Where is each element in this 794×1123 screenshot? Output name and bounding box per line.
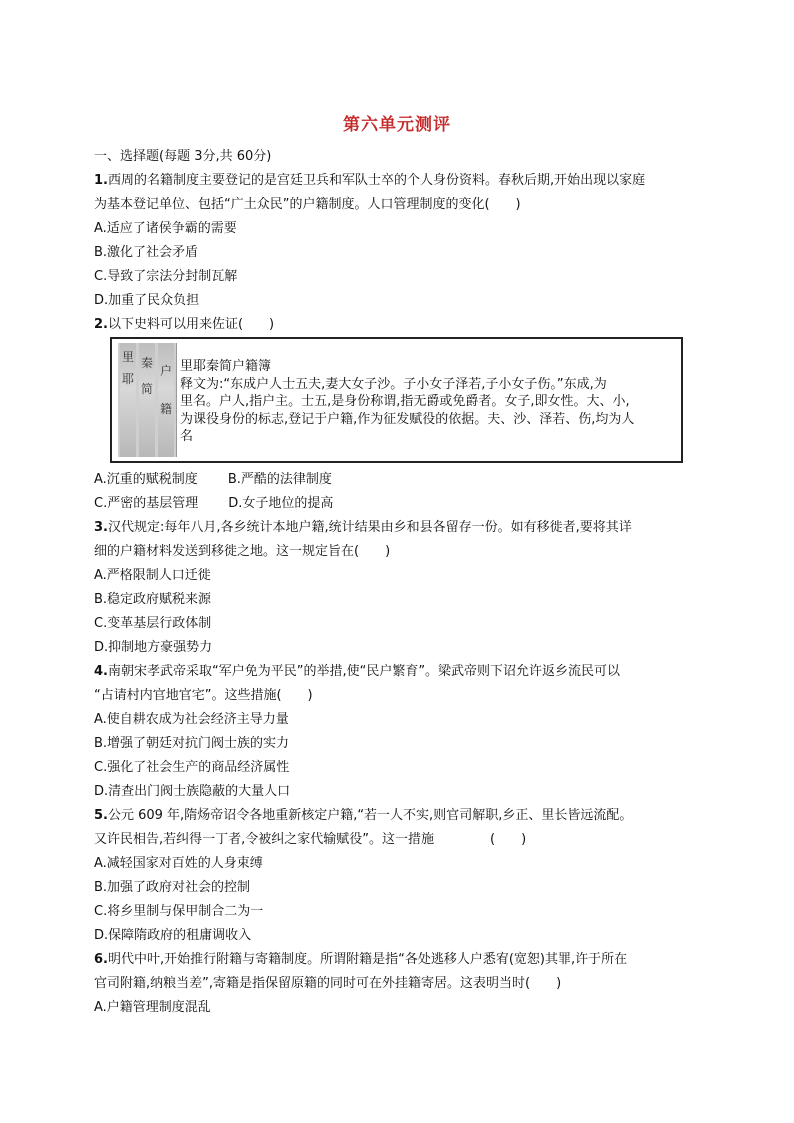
question-2-options-row-1 [94, 472, 332, 488]
question-4-line-1: 4.南朝宋孝武帝采取“军户免为平民”的举措,使“民户繁育”。梁武帝则下诏允许返乡流民可以 [94, 664, 621, 679]
question-3-line-2: 细的户籍材料发送到移徙之地。这一规定旨在( ) [94, 544, 391, 559]
question-3-option-a: A.严格限制人口迁徙 [94, 568, 211, 583]
question-2-line-1: 2.以下史料可以用来佐证( ) [94, 317, 275, 332]
source-heading: 里耶秦简户籍簿 [180, 359, 272, 374]
question-6-line-1: 6.明代中叶,开始推行附籍与寄籍制度。所谓附籍是指“各处逃移人户悉宥(宽恕)其罪,许于所在 [94, 952, 628, 967]
source-line: 名 [180, 429, 194, 444]
question-3-option-d: D.抑制地方豪强势力 [94, 640, 213, 655]
question-4-option-a: A.使自耕农成为社会经济主导力量 [94, 712, 289, 727]
question-1-option-d: D.加重了民众负担 [94, 293, 200, 308]
source-material-box [110, 337, 683, 463]
question-2-option-d: D.女子地位的提高 [228, 496, 334, 511]
bamboo-slip-image [118, 343, 177, 457]
question-5-option-a: A.减轻国家对百姓的人身束缚 [94, 856, 263, 871]
question-5-option-c: C.将乡里制与保甲制合二为一 [94, 904, 264, 919]
question-3-option-b: B.稳定政府赋税来源 [94, 592, 212, 607]
question-1-line-1: 1.西周的名籍制度主要登记的是宫廷卫兵和军队士卒的个人身份资料。春秋后期,开始出现以家庭 [94, 173, 646, 188]
section-heading: 一、选择题(每题 3分,共 60分) [94, 149, 272, 164]
slip-char: 简 [141, 382, 154, 396]
question-6-line-2: 官司附籍,纳粮当差”,寄籍是指保留原籍的同时可在外挂籍寄居。这表明当时( ) [94, 976, 562, 991]
slip-char: 籍 [160, 402, 173, 416]
slip-char: 耶 [122, 372, 135, 386]
source-line: 里名。户人,指户主。士五,是身份称谓,指无爵或免爵者。女子,即女性。大、小, [180, 394, 630, 409]
question-1-option-b: B.激化了社会矛盾 [94, 245, 199, 260]
slip-char: 户 [160, 364, 173, 378]
slip-char: 秦 [141, 356, 154, 370]
question-4-option-d: D.清查出门阀士族隐蔽的大量人口 [94, 784, 291, 799]
question-1-line-2: 为基本登记单位、包括“广土众民”的户籍制度。人口管理制度的变化( ) [94, 197, 521, 212]
question-2-option-c: C.严密的基层管理 [94, 496, 199, 511]
question-3-line-1: 3.汉代规定:每年八月,各乡统计本地户籍,统计结果由乡和县各留存一份。如有移徙者,要将其详 [94, 520, 632, 535]
question-6-option-a: A.户籍管理制度混乱 [94, 1000, 211, 1015]
question-2-option-b: B.严酷的法律制度 [227, 472, 332, 487]
question-5-line-2: 又许民相告,若纠得一丁者,令被纠之家代输赋役”。这一措施 ( ) [94, 832, 527, 847]
page-title: 第六单元测评 [343, 115, 451, 135]
source-line: 释文为:“东成户人士五夫,妻大女子沙。子小女子泽若,子小女子伤。”东成,为 [180, 376, 607, 392]
question-4-option-c: C.强化了社会生产的商品经济属性 [94, 760, 290, 775]
source-line: 为课役身份的标志,登记于户籍,作为征发赋役的依据。夫、沙、泽若、伤,均为人 [180, 411, 635, 427]
question-5-option-d: D.保障隋政府的租庸调收入 [94, 928, 252, 943]
question-3-option-c: C.变革基层行政体制 [94, 616, 212, 631]
source-text [180, 358, 680, 446]
question-4-option-b: B.增强了朝廷对抗门阀士族的实力 [94, 736, 290, 751]
question-5-line-1: 5.公元 609 年,隋炀帝诏令各地重新核定户籍,“若一人不实,则官司解职,乡正、里长皆远流配。 [94, 808, 633, 823]
question-1-option-c: C.导致了宗法分封制瓦解 [94, 269, 238, 284]
question-1-option-a: A.适应了诸侯争霸的需要 [94, 221, 237, 236]
question-5-option-b: B.加强了政府对社会的控制 [94, 880, 251, 895]
question-2-options-row-2 [94, 496, 333, 512]
question-2-option-a: A.沉重的赋税制度 [94, 472, 198, 487]
question-4-line-2: “占请村内官地官宅”。这些措施( ) [94, 688, 313, 703]
slip-char: 里 [122, 350, 135, 364]
